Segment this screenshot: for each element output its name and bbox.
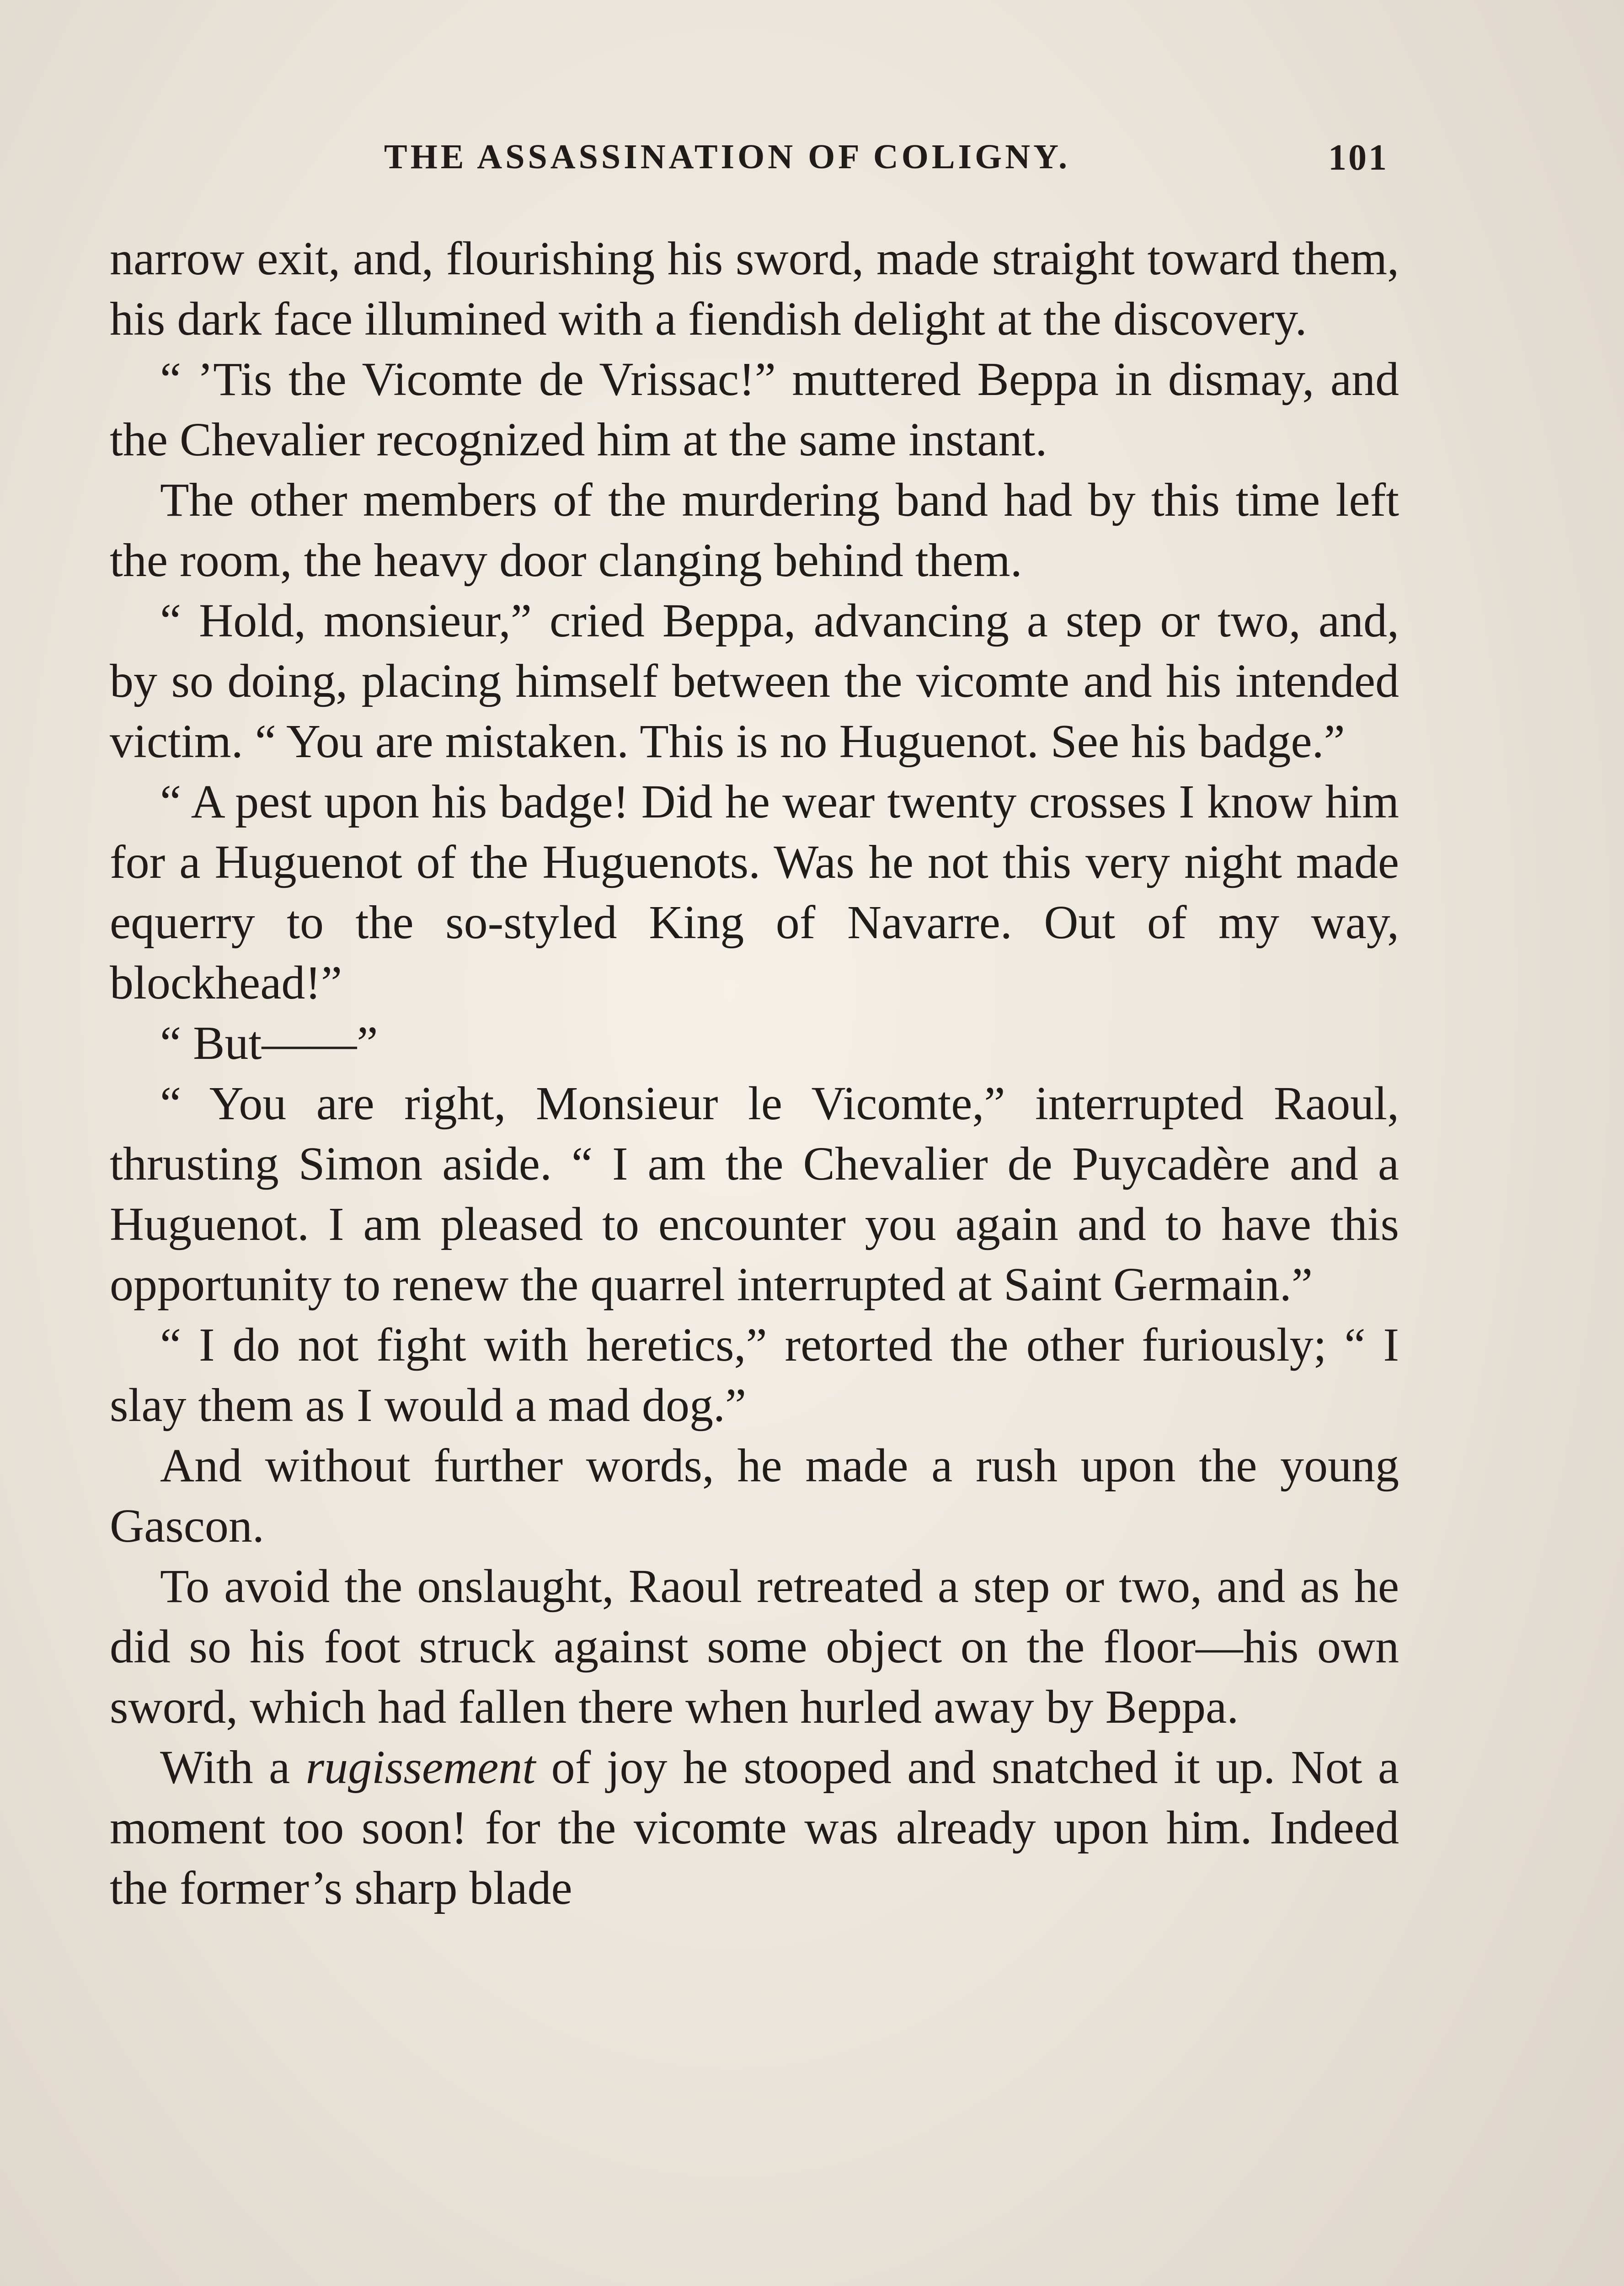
paragraph-11-after: of joy he stooped and snatched it up. Not a moment too soon! for the vicomte was already upon him. Indeed the former’s sharp blade bbox=[110, 1741, 1399, 1914]
paragraph-11-before: With a bbox=[160, 1741, 306, 1794]
paragraph-11 bbox=[110, 1737, 1399, 1918]
paragraph-9: And without further words, he made a rush upon the young Gascon. bbox=[110, 1439, 1399, 1552]
paragraph-2: “ ’Tis the Vicomte de Vrissac!” muttered Beppa in dismay, and the Chevalier recognized him at the same instant. bbox=[110, 353, 1399, 466]
paragraph-7: “ You are right, Monsieur le Vicomte,” interrupted Raoul, thrusting Simon aside. “ I am the Chevalier de Puycadère and a Huguenot. I am pleased to encounter you again and to have this opportunity to renew the quarrel interrupted at Saint Germain.” bbox=[110, 1077, 1399, 1311]
paragraph-10: To avoid the onslaught, Raoul retreated a step or two, and as he did so his foot struck against some object on the floor—his own sword, which had fallen there when hurled away by Beppa. bbox=[110, 1560, 1399, 1733]
paragraph-3: The other members of the murdering band had by this time left the room, the heavy door clanging behind them. bbox=[110, 474, 1399, 587]
paragraph-6: “ But——” bbox=[160, 1017, 378, 1069]
paragraph-4: “ Hold, monsieur,” cried Beppa, advancing a step or two, and, by so doing, placing himself between the vicomte and his intended victim. “ You are mistaken. This is no Huguenot. See his badge.” bbox=[110, 594, 1399, 768]
page-number: 101 bbox=[1328, 138, 1389, 178]
paragraph-8: “ I do not fight with heretics,” retorted the other furiously; “ I slay them as I would a mad dog.” bbox=[110, 1319, 1399, 1431]
running-title: THE ASSASSINATION OF COLIGNY. bbox=[384, 138, 1071, 176]
italic-word: rugissement bbox=[305, 1741, 536, 1794]
paragraph-1: narrow exit, and, flourishing his sword, made straight toward them, his dark face illumined with a fiendish delight at the discovery. bbox=[110, 232, 1399, 345]
body-text bbox=[110, 229, 1399, 1918]
paragraph-5: “ A pest upon his badge! Did he wear twenty crosses I know him for a Huguenot of the Huguenots. Was he not this very night made equerry to the so-styled King of Navarre. Out of my way, blockhead!” bbox=[110, 775, 1399, 1009]
